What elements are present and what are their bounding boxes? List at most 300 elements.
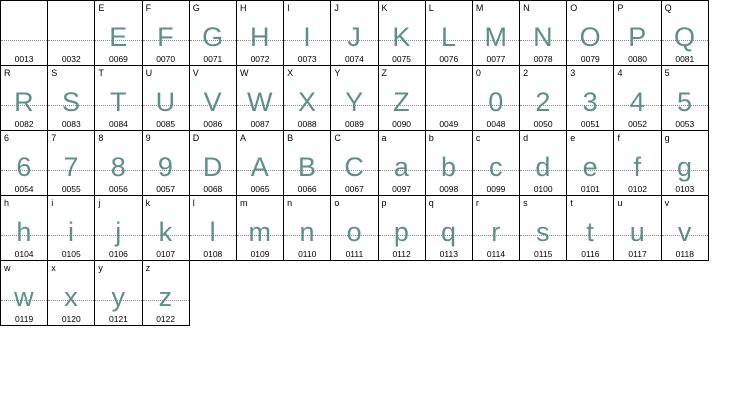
glyph-code-label: 0108 xyxy=(203,249,223,259)
glyph-cell[interactable] xyxy=(614,196,661,261)
glyph-cell[interactable] xyxy=(48,1,95,66)
glyph-preview-area xyxy=(143,275,189,313)
glyph-cell[interactable] xyxy=(189,131,236,196)
glyph-cell-empty xyxy=(284,261,331,326)
glyph-char-label: t xyxy=(570,198,573,208)
glyph-cell[interactable] xyxy=(142,261,189,326)
glyph-code-label: 0032 xyxy=(61,54,81,64)
glyph-preview-area xyxy=(190,210,236,248)
glyph-preview: 4 xyxy=(629,87,646,117)
glyph-preview: R xyxy=(14,87,35,117)
glyph-cell[interactable] xyxy=(378,66,425,131)
glyph-preview: M xyxy=(484,22,508,52)
glyph-preview-area xyxy=(48,210,94,248)
glyph-cell[interactable] xyxy=(95,1,142,66)
glyph-preview-area xyxy=(48,145,94,183)
glyph-cell[interactable] xyxy=(472,1,519,66)
glyph-char-label: y xyxy=(98,263,103,273)
glyph-code-label: 0089 xyxy=(344,119,364,129)
glyph-char-label: V xyxy=(192,68,199,78)
glyph-code-label: 0075 xyxy=(392,54,412,64)
glyph-cell[interactable] xyxy=(425,196,472,261)
glyph-cell[interactable] xyxy=(1,131,48,196)
glyph-preview: P xyxy=(628,22,647,52)
glyph-cell[interactable] xyxy=(520,1,567,66)
glyph-preview: j xyxy=(115,217,122,247)
glyph-preview-area xyxy=(426,80,472,118)
glyph-cell[interactable] xyxy=(520,131,567,196)
glyph-char-label xyxy=(426,66,472,80)
glyph-code-label: 0081 xyxy=(675,54,695,64)
glyph-cell[interactable] xyxy=(567,196,614,261)
glyph-char-label: G xyxy=(192,3,200,13)
glyph-char-label: C xyxy=(334,133,341,143)
glyph-preview-area xyxy=(95,145,141,183)
glyph-preview-area xyxy=(95,210,141,248)
glyph-cell-empty xyxy=(567,261,614,326)
glyph-preview-area xyxy=(520,145,566,183)
glyph-code-label: 0052 xyxy=(628,119,647,129)
glyph-char-label: c xyxy=(475,133,481,143)
glyph-preview-area xyxy=(190,15,236,53)
glyph-char-label: o xyxy=(334,198,340,208)
glyph-code-label: 0113 xyxy=(439,249,458,259)
glyph-char-label: x xyxy=(51,263,56,273)
glyph-preview-area xyxy=(1,145,47,183)
glyph-preview: i xyxy=(68,217,75,247)
glyph-cell[interactable] xyxy=(236,1,283,66)
glyph-code-label: 0077 xyxy=(486,54,506,64)
glyph-preview: x xyxy=(64,282,79,312)
glyph-code-label: 0104 xyxy=(14,249,34,259)
glyph-char-label: j xyxy=(98,198,101,208)
glyph-cell[interactable] xyxy=(1,1,48,66)
glyph-preview: 3 xyxy=(582,87,599,117)
glyph-code-label: 0049 xyxy=(439,119,459,129)
glyph-preview-area xyxy=(143,210,189,248)
glyph-preview: C xyxy=(344,152,365,182)
glyph-code-label: 0087 xyxy=(250,119,270,129)
glyph-code-label: 0066 xyxy=(297,184,317,194)
glyph-cell-empty xyxy=(472,261,519,326)
glyph-char-label: A xyxy=(239,133,246,143)
glyph-preview: d xyxy=(535,152,551,182)
glyph-cell[interactable] xyxy=(189,196,236,261)
glyph-code-label: 0051 xyxy=(580,119,600,129)
glyph-preview: K xyxy=(392,22,411,52)
glyph-cell[interactable] xyxy=(142,131,189,196)
glyph-preview-area xyxy=(237,15,283,53)
glyph-cell[interactable] xyxy=(95,131,142,196)
glyph-preview-area xyxy=(379,145,425,183)
glyph-char-label: P xyxy=(617,3,624,13)
glyph-code-label: 0118 xyxy=(675,249,694,259)
glyph-preview: k xyxy=(158,217,173,247)
glyph-code-label: 0013 xyxy=(14,54,34,64)
glyph-cell[interactable] xyxy=(236,66,283,131)
glyph-preview-area xyxy=(614,80,660,118)
glyph-preview-area xyxy=(95,80,141,118)
glyph-code-label: 0057 xyxy=(156,184,176,194)
glyph-preview: T xyxy=(109,87,127,117)
glyph-preview: 7 xyxy=(63,152,80,182)
glyph-char-label: a xyxy=(381,133,387,143)
glyph-preview: a xyxy=(393,152,410,182)
glyph-cell[interactable] xyxy=(48,196,95,261)
glyph-char-label: E xyxy=(98,3,105,13)
glyph-preview-area xyxy=(284,210,330,248)
glyph-preview: A xyxy=(250,152,270,182)
table-row xyxy=(1,131,709,196)
glyph-preview-area xyxy=(143,15,189,53)
glyph-cell[interactable] xyxy=(425,66,472,131)
glyph-preview: O xyxy=(579,22,602,52)
glyph-preview: g xyxy=(677,152,693,182)
glyph-cell[interactable] xyxy=(614,1,661,66)
table-row xyxy=(1,66,709,131)
glyph-code-label: 0114 xyxy=(486,249,506,259)
glyph-char-label: O xyxy=(570,3,578,13)
glyph-char-label: 7 xyxy=(51,133,57,143)
glyph-char-label: D xyxy=(192,133,200,143)
glyph-preview: D xyxy=(202,152,223,182)
glyph-cell-empty xyxy=(189,261,236,326)
glyph-preview-area xyxy=(237,210,283,248)
glyph-cell[interactable] xyxy=(95,66,142,131)
glyph-preview-area xyxy=(48,80,94,118)
glyph-char-label: l xyxy=(192,198,195,208)
glyph-code-label: 0079 xyxy=(580,54,600,64)
glyph-preview-area xyxy=(426,15,472,53)
glyph-char-label: d xyxy=(523,133,529,143)
glyph-preview: J xyxy=(347,22,362,52)
glyph-char-label: 2 xyxy=(523,68,529,78)
glyph-preview-area xyxy=(426,145,472,183)
glyph-cell[interactable] xyxy=(284,131,331,196)
glyph-code-label: 0103 xyxy=(675,184,695,194)
glyph-cell[interactable] xyxy=(520,196,567,261)
glyph-code-label: 0107 xyxy=(156,249,176,259)
glyph-cell[interactable] xyxy=(378,1,425,66)
glyph-preview: U xyxy=(155,87,176,117)
glyph-cell[interactable] xyxy=(472,66,519,131)
glyph-char-label: 0 xyxy=(475,68,481,78)
glyph-cell[interactable] xyxy=(567,66,614,131)
glyph-cell-empty xyxy=(614,261,661,326)
glyph-preview: r xyxy=(491,217,501,247)
glyph-char-label: U xyxy=(145,68,153,78)
glyph-cell[interactable] xyxy=(661,1,708,66)
glyph-preview: e xyxy=(582,152,599,182)
glyph-code-label: 0120 xyxy=(61,314,81,324)
glyph-cell[interactable] xyxy=(614,131,661,196)
glyph-preview-area xyxy=(237,145,283,183)
glyph-cell-empty xyxy=(425,261,472,326)
glyph-char-label: 9 xyxy=(145,133,151,143)
glyph-preview: n xyxy=(299,217,315,247)
glyph-code-label: 0086 xyxy=(203,119,223,129)
glyph-char-label: g xyxy=(664,133,670,143)
baseline-guide xyxy=(1,40,47,41)
glyph-cell[interactable] xyxy=(95,261,142,326)
glyph-preview: X xyxy=(297,87,317,117)
glyph-char-label: Z xyxy=(381,68,387,78)
glyph-preview-area xyxy=(284,145,330,183)
glyph-cell[interactable] xyxy=(331,196,378,261)
glyph-cell[interactable] xyxy=(378,196,425,261)
table-row xyxy=(1,196,709,261)
glyph-preview: u xyxy=(629,217,646,247)
glyph-char-label: R xyxy=(4,68,11,78)
glyph-cell[interactable] xyxy=(425,131,472,196)
glyph-code-label: 0116 xyxy=(581,249,600,259)
glyph-code-label: 0098 xyxy=(439,184,459,194)
glyph-code-label: 0105 xyxy=(61,249,81,259)
glyph-code-label: 0076 xyxy=(439,54,459,64)
glyph-preview-area xyxy=(567,15,613,53)
glyph-char-label: 5 xyxy=(664,68,670,78)
glyph-preview: 8 xyxy=(110,152,127,182)
glyph-cell[interactable] xyxy=(425,1,472,66)
glyph-char-label: X xyxy=(287,68,294,78)
glyph-preview-area xyxy=(473,210,519,248)
glyph-cell[interactable] xyxy=(284,66,331,131)
glyph-cell[interactable] xyxy=(378,131,425,196)
glyph-preview-area xyxy=(95,15,141,53)
glyph-code-label: 0069 xyxy=(109,54,128,64)
glyph-preview: 5 xyxy=(677,87,693,117)
glyph-preview: N xyxy=(533,22,554,52)
glyph-code-label: 0119 xyxy=(14,314,34,324)
glyph-preview-area xyxy=(48,15,94,53)
glyph-cell[interactable] xyxy=(142,1,189,66)
glyph-preview-area xyxy=(662,210,708,248)
glyph-preview-area xyxy=(567,210,613,248)
glyph-cell[interactable] xyxy=(1,196,48,261)
glyph-preview: E xyxy=(109,22,128,52)
glyph-code-label: 0101 xyxy=(580,184,600,194)
glyph-preview-area xyxy=(379,80,425,118)
glyph-cell[interactable] xyxy=(189,1,236,66)
glyph-code-label: 0055 xyxy=(61,184,81,194)
glyph-char-label: n xyxy=(287,198,293,208)
glyph-char-label: q xyxy=(428,198,434,208)
glyph-cell[interactable] xyxy=(520,66,567,131)
glyph-cell[interactable] xyxy=(661,66,708,131)
glyph-preview: q xyxy=(441,217,457,247)
glyph-code-label: 0056 xyxy=(109,184,128,194)
glyph-preview-area xyxy=(1,80,47,118)
glyph-preview-area xyxy=(143,145,189,183)
glyph-char-label: z xyxy=(145,263,151,273)
glyph-cell[interactable] xyxy=(284,1,331,66)
glyph-code-label: 0082 xyxy=(14,119,34,129)
glyph-char-label: 6 xyxy=(4,133,10,143)
glyph-preview: B xyxy=(297,152,317,182)
glyph-cell[interactable] xyxy=(567,131,614,196)
glyph-preview-area xyxy=(190,80,236,118)
glyph-preview: H xyxy=(250,22,271,52)
glyph-char-label: h xyxy=(4,198,10,208)
glyph-code-label: 0050 xyxy=(533,119,553,129)
glyph-preview-area xyxy=(614,15,660,53)
glyph-code-label: 0106 xyxy=(109,249,128,259)
glyph-preview: y xyxy=(111,282,126,312)
glyph-code-label: 0121 xyxy=(109,314,128,324)
glyph-preview: h xyxy=(16,217,32,247)
glyph-preview-area xyxy=(614,145,660,183)
glyph-cell[interactable] xyxy=(48,66,95,131)
glyph-cell[interactable] xyxy=(142,66,189,131)
glyph-preview-area xyxy=(473,80,519,118)
glyph-preview: F xyxy=(157,22,175,52)
glyph-cell[interactable] xyxy=(236,196,283,261)
glyph-cell-empty xyxy=(236,261,283,326)
glyph-preview: W xyxy=(247,87,274,117)
glyph-char-label: v xyxy=(664,198,670,208)
glyph-preview-area xyxy=(1,15,47,53)
glyph-preview-area xyxy=(426,210,472,248)
glyph-cell[interactable] xyxy=(331,66,378,131)
glyph-preview-area xyxy=(662,80,708,118)
glyph-preview: p xyxy=(393,217,410,247)
glyph-cell[interactable] xyxy=(1,66,48,131)
glyph-preview-area xyxy=(1,275,47,313)
glyph-preview-area xyxy=(520,80,566,118)
glyph-cell[interactable] xyxy=(142,196,189,261)
glyph-code-label: 0080 xyxy=(628,54,647,64)
glyph-preview-area xyxy=(662,15,708,53)
glyph-char-label: B xyxy=(287,133,294,143)
glyph-preview: 2 xyxy=(535,87,551,117)
glyph-char-label: I xyxy=(287,3,290,13)
glyph-cell[interactable] xyxy=(472,196,519,261)
glyph-cell[interactable] xyxy=(284,196,331,261)
glyph-cell[interactable] xyxy=(661,131,708,196)
glyph-preview: Y xyxy=(345,87,364,117)
glyph-cell[interactable] xyxy=(614,66,661,131)
glyph-preview: t xyxy=(586,217,595,247)
glyph-preview: S xyxy=(62,87,81,117)
glyph-cell-empty xyxy=(520,261,567,326)
glyph-code-label: 0067 xyxy=(344,184,364,194)
glyph-preview: o xyxy=(346,217,363,247)
glyph-code-label: 0109 xyxy=(250,249,270,259)
glyph-preview-area xyxy=(190,145,236,183)
glyph-preview-area xyxy=(95,275,141,313)
glyph-table-body xyxy=(1,1,709,326)
glyph-cell[interactable] xyxy=(331,131,378,196)
glyph-char-label: N xyxy=(523,3,530,13)
glyph-char-label: T xyxy=(98,68,104,78)
glyph-char-label: e xyxy=(570,133,576,143)
glyph-char-label: u xyxy=(617,198,623,208)
glyph-code-label: 0048 xyxy=(486,119,506,129)
glyph-cell[interactable] xyxy=(567,1,614,66)
baseline-guide xyxy=(48,40,94,41)
glyph-code-label: 0088 xyxy=(297,119,317,129)
glyph-preview: l xyxy=(209,217,217,247)
glyph-preview: b xyxy=(441,152,457,182)
glyph-preview: G xyxy=(202,22,224,52)
glyph-char-label: p xyxy=(381,198,387,208)
glyph-code-label: 0111 xyxy=(345,249,364,259)
glyph-preview-area xyxy=(331,145,377,183)
glyph-char-label xyxy=(1,1,47,15)
glyph-char-label: M xyxy=(475,3,484,13)
glyph-preview: v xyxy=(677,217,692,247)
glyph-code-label: 0083 xyxy=(61,119,81,129)
glyph-preview-area xyxy=(331,15,377,53)
glyph-code-label: 0112 xyxy=(392,249,411,259)
glyph-char-label: S xyxy=(51,68,58,78)
glyph-char-label: 8 xyxy=(98,133,104,143)
glyph-char-label: W xyxy=(239,68,249,78)
glyph-cell[interactable] xyxy=(189,66,236,131)
glyph-preview-area xyxy=(379,15,425,53)
glyph-code-label: 0084 xyxy=(109,119,128,129)
glyph-code-label: 0065 xyxy=(250,184,270,194)
glyph-code-label: 0085 xyxy=(156,119,176,129)
glyph-preview-area xyxy=(567,80,613,118)
glyph-char-label: Y xyxy=(334,68,341,78)
glyph-preview: L xyxy=(441,22,457,52)
glyph-preview-area xyxy=(473,15,519,53)
glyph-cell[interactable] xyxy=(472,131,519,196)
glyph-preview-area xyxy=(567,145,613,183)
glyph-preview-area xyxy=(379,210,425,248)
glyph-cell-empty xyxy=(661,261,708,326)
glyph-code-label: 0072 xyxy=(250,54,270,64)
glyph-preview-area xyxy=(331,80,377,118)
glyph-cell[interactable] xyxy=(48,131,95,196)
table-row xyxy=(1,1,709,66)
glyph-cell[interactable] xyxy=(236,131,283,196)
glyph-preview: z xyxy=(158,282,173,312)
glyph-code-label: 0099 xyxy=(486,184,506,194)
glyph-preview-area xyxy=(614,210,660,248)
glyph-preview: 9 xyxy=(157,152,174,182)
glyph-code-label: 0068 xyxy=(203,184,223,194)
glyph-char-label: 4 xyxy=(617,68,623,78)
glyph-preview: V xyxy=(203,87,223,117)
glyph-code-label: 0078 xyxy=(533,54,553,64)
glyph-cell[interactable] xyxy=(331,1,378,66)
glyph-code-label: 0097 xyxy=(392,184,412,194)
glyph-cell[interactable] xyxy=(95,196,142,261)
glyph-char-label: m xyxy=(239,198,248,208)
glyph-char-label: F xyxy=(145,3,152,13)
glyph-preview-area xyxy=(520,15,566,53)
glyph-code-label: 0070 xyxy=(156,54,176,64)
table-row xyxy=(1,261,709,326)
glyph-code-label: 0073 xyxy=(297,54,317,64)
glyph-code-label: 0074 xyxy=(344,54,364,64)
glyph-code-label: 0071 xyxy=(203,54,223,64)
glyph-code-label: 0090 xyxy=(392,119,412,129)
glyph-char-label: 3 xyxy=(570,68,576,78)
glyph-code-label: 0122 xyxy=(156,314,176,324)
glyph-cell[interactable] xyxy=(1,261,48,326)
glyph-preview-area xyxy=(143,80,189,118)
glyph-preview: m xyxy=(248,217,272,247)
glyph-char-label: w xyxy=(4,263,11,273)
glyph-preview-area xyxy=(284,15,330,53)
glyph-preview: s xyxy=(536,217,551,247)
glyph-cell[interactable] xyxy=(661,196,708,261)
glyph-cell[interactable] xyxy=(48,261,95,326)
glyph-char-label: L xyxy=(428,3,434,13)
